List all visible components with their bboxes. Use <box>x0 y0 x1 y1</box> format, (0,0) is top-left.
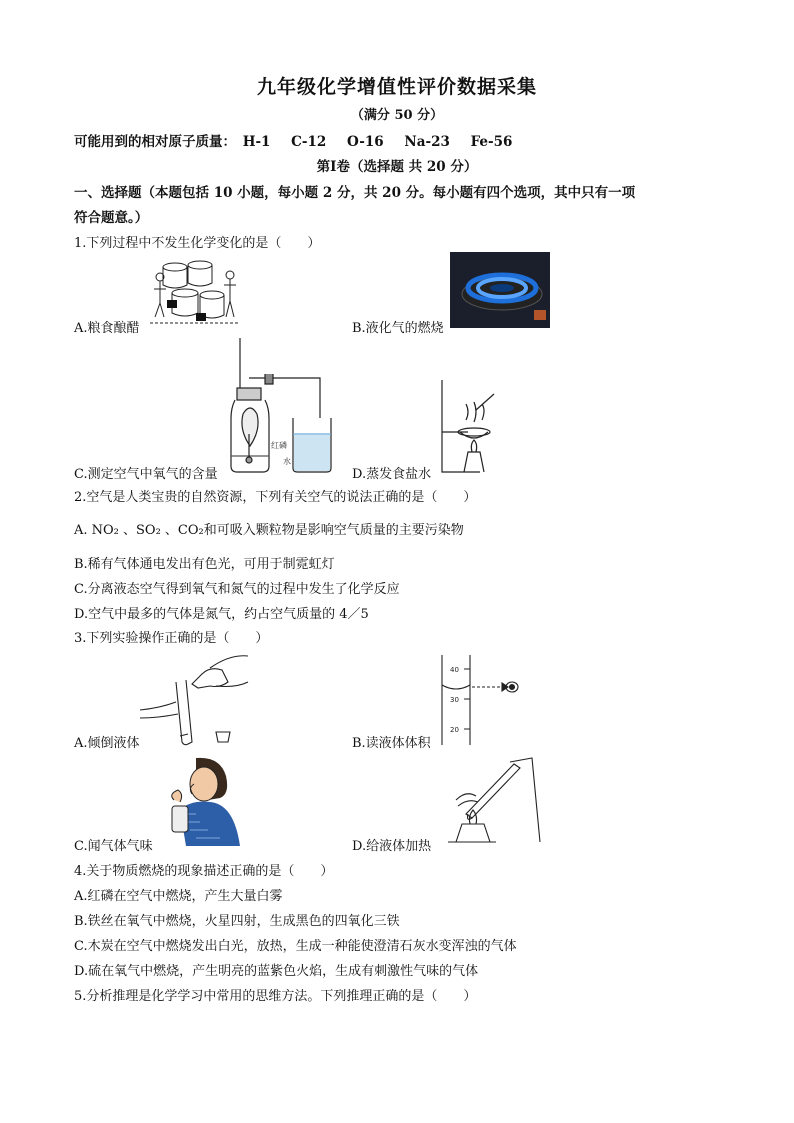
q3-option-a: A.倾倒液体 <box>74 736 140 751</box>
q1-option-c: C.测定空气中氧气的含量 <box>74 467 218 482</box>
cylinder-tick-30: 30 <box>450 696 459 704</box>
q2-option-d: D.空气中最多的气体是氮气，约占空气质量的 4／5 <box>74 607 369 622</box>
q1-option-d: D.蒸发食盐水 <box>352 467 432 482</box>
atomic-mass-h: H-1 <box>242 134 271 150</box>
q4-option-b: B.铁丝在氧气中燃烧，火星四射，生成黑色的四氧化三铁 <box>74 914 400 929</box>
q1-option-a: A.粮食酿醋 <box>74 321 140 336</box>
q2-stem: 2.空气是人类宝贵的自然资源，下列有关空气的说法正确的是（ ） <box>74 490 477 505</box>
vinegar-brewing-figure <box>150 255 240 330</box>
q4-option-a: A.红磷在空气中燃烧，产生大量白雾 <box>74 889 283 904</box>
gas-stove-figure <box>450 252 550 328</box>
pouring-liquid-figure <box>140 652 250 747</box>
smelling-gas-figure <box>150 754 242 846</box>
atomic-mass-label: 可能用到的相对原子质量： <box>74 134 236 150</box>
q3-option-b: B.读液体体积 <box>352 736 431 751</box>
atomic-mass-c: C-12 <box>291 134 327 150</box>
q3-option-d: D.给液体加热 <box>352 839 432 854</box>
atomic-mass-o: O-16 <box>347 134 384 150</box>
atomic-mass-line <box>74 130 512 150</box>
q4-option-d: D.硫在氧气中燃烧，产生明亮的蓝紫色火焰，生成有刺激性气味的气体 <box>74 964 479 979</box>
q3-option-c: C.闻气体气味 <box>74 839 153 854</box>
evaporation-figure <box>436 380 506 476</box>
atomic-mass-fe: Fe-56 <box>470 134 513 150</box>
page-title: 九年级化学增值性评价数据采集 <box>256 76 537 98</box>
atomic-mass-na: Na-23 <box>404 134 450 150</box>
heating-liquid-figure <box>436 756 544 848</box>
cylinder-tick-20: 20 <box>450 726 459 734</box>
instructions-line-1: 一、选择题（本题包括 10 小题，每小题 2 分，共 20 分。每小题有四个选项，其中只有一项 <box>74 185 636 201</box>
q4-option-c: C.木炭在空气中燃烧发出白光，放热，生成一种能使澄清石灰水变浑浊的气体 <box>74 939 517 954</box>
q4-stem: 4.关于物质燃烧的现象描述正确的是（ ） <box>74 864 334 879</box>
q3-stem: 3.下列实验操作正确的是（ ） <box>74 631 269 646</box>
water-label: 水 <box>283 457 291 466</box>
cylinder-tick-40: 40 <box>450 666 459 674</box>
section-heading: 第Ⅰ卷（选择题 共 20 分） <box>316 159 478 175</box>
q1-stem: 1.下列过程中不发生化学变化的是（ ） <box>74 236 321 251</box>
q2-option-c: C.分离液态空气得到氧气和氮气的过程中发生了化学反应 <box>74 582 400 597</box>
cylinder-reading-figure <box>440 655 520 747</box>
q5-stem: 5.分析推理是化学学习中常用的思维方法。下列推理正确的是（ ） <box>74 989 477 1004</box>
red-phosphorus-label: 红磷 <box>271 441 287 450</box>
score-note: （满分 50 分） <box>350 108 444 123</box>
q2-option-a: A. NO₂ 、SO₂ 、CO₂和可吸入颗粒物是影响空气质量的主要污染物 <box>74 523 464 538</box>
oxygen-measurement-figure <box>225 338 335 476</box>
q1-option-b: B.液化气的燃烧 <box>352 321 444 336</box>
q2-option-b: B.稀有气体通电发出有色光，可用于制霓虹灯 <box>74 557 335 572</box>
instructions-line-2: 符合题意。） <box>74 210 149 226</box>
